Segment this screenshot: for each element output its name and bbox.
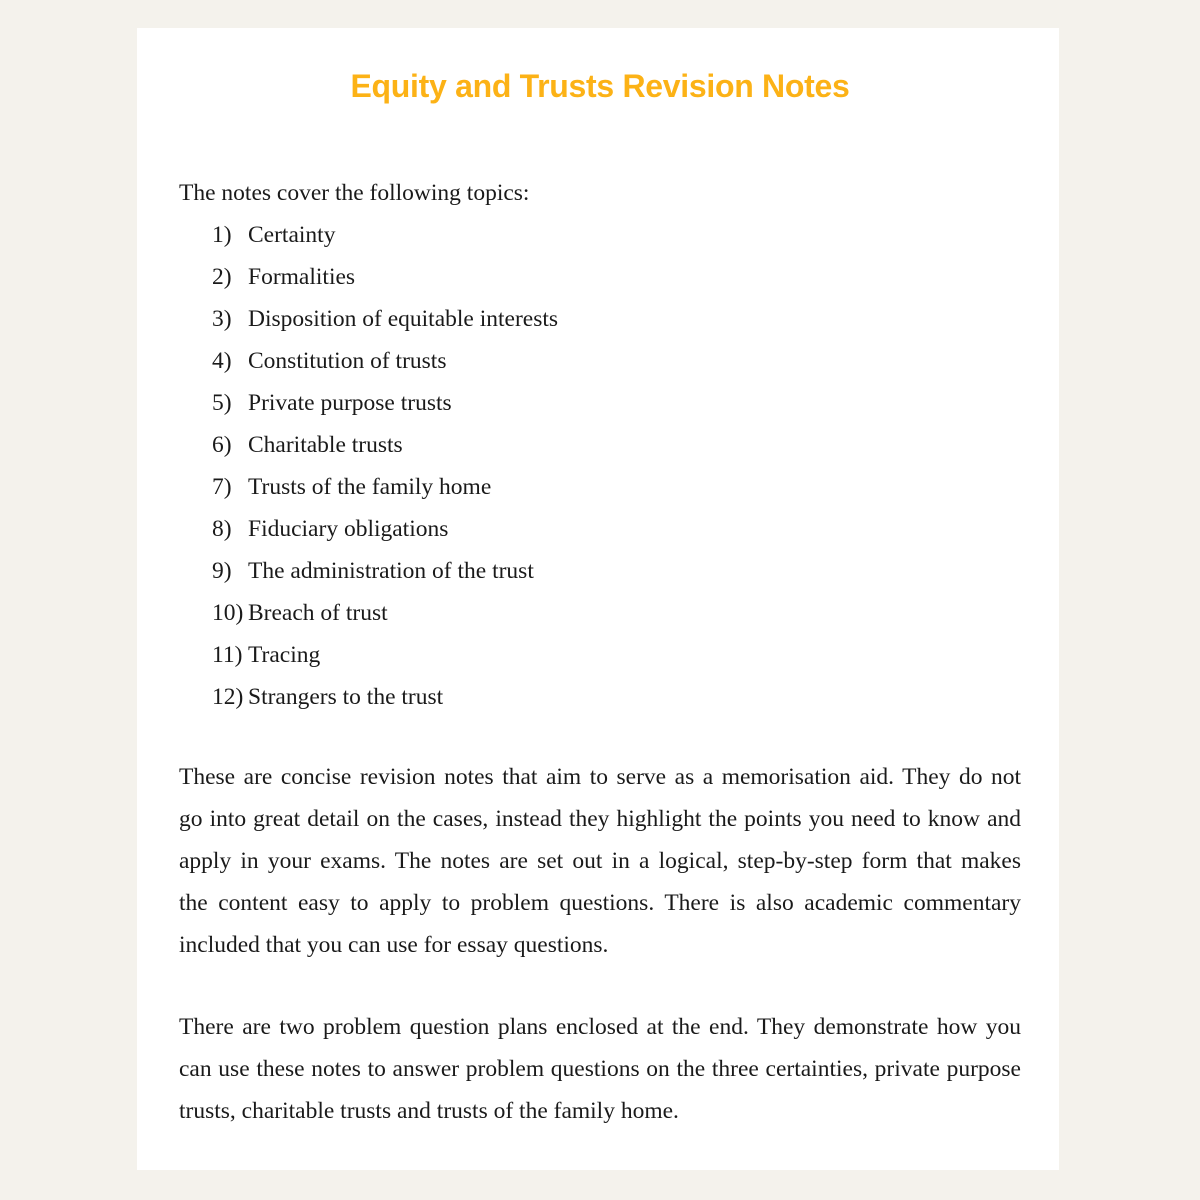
topic-number: 2)	[212, 264, 232, 290]
topic-number: 4)	[212, 348, 232, 374]
topic-label: Trusts of the family home	[248, 474, 492, 500]
paragraph-line: included that you can use for essay questions.	[179, 932, 609, 958]
topic-number: 5)	[212, 390, 232, 416]
topic-label: Breach of trust	[248, 600, 388, 626]
topic-item	[179, 550, 1021, 592]
topic-number: 3)	[212, 306, 232, 332]
topic-item	[179, 382, 1021, 424]
topic-item	[179, 340, 1021, 382]
topic-number: 6)	[212, 432, 232, 458]
paragraph-line: can use these notes to answer problem questions on the three certainties, private purpose	[179, 1056, 1021, 1082]
topic-item	[179, 298, 1021, 340]
topic-number: 7)	[212, 474, 232, 500]
topic-number: 12)	[212, 684, 244, 710]
topic-number: 10)	[212, 600, 244, 626]
topic-item	[179, 634, 1021, 676]
paragraph-line: apply in your exams. The notes are set out in a logical, step-by-step form that makes	[179, 848, 1021, 874]
topic-label: Private purpose trusts	[248, 390, 452, 416]
topic-number: 9)	[212, 558, 232, 584]
topic-number: 8)	[212, 516, 232, 542]
topic-label: The administration of the trust	[248, 558, 534, 584]
topic-label: Formalities	[248, 264, 356, 290]
topic-item	[179, 256, 1021, 298]
topic-label: Charitable trusts	[248, 432, 403, 458]
topic-item	[179, 214, 1021, 256]
paragraph-line: There are two problem question plans enclosed at the end. They demonstrate how you	[179, 1014, 1021, 1040]
intro-text: The notes cover the following topics:	[179, 180, 530, 206]
topic-label: Certainty	[248, 222, 336, 248]
topic-item	[179, 424, 1021, 466]
document-page	[137, 28, 1059, 1170]
topic-number: 1)	[212, 222, 232, 248]
paragraph-about-notes	[179, 756, 1021, 966]
topic-item	[179, 508, 1021, 550]
page-title: Equity and Trusts Revision Notes	[350, 68, 850, 104]
topic-label: Strangers to the trust	[248, 684, 444, 710]
topic-label: Tracing	[248, 642, 321, 668]
paragraph-line: These are concise revision notes that aim to serve as a memorisation aid. They do not	[179, 764, 1021, 790]
topic-label: Disposition of equitable interests	[248, 306, 559, 332]
paragraph-line: go into great detail on the cases, instead they highlight the points you need to know and	[179, 806, 1021, 832]
paragraph-problem-plans	[179, 1006, 1021, 1132]
paragraph-line: the content easy to apply to problem questions. There is also academic commentary	[179, 890, 1021, 916]
topic-item	[179, 592, 1021, 634]
topic-label: Constitution of trusts	[248, 348, 447, 374]
topic-number: 11)	[212, 642, 243, 668]
topic-item	[179, 676, 1021, 718]
topic-item	[179, 466, 1021, 508]
topics-list	[179, 214, 1021, 718]
topic-label: Fiduciary obligations	[248, 516, 449, 542]
paragraph-line: trusts, charitable trusts and trusts of the family home.	[179, 1098, 679, 1124]
